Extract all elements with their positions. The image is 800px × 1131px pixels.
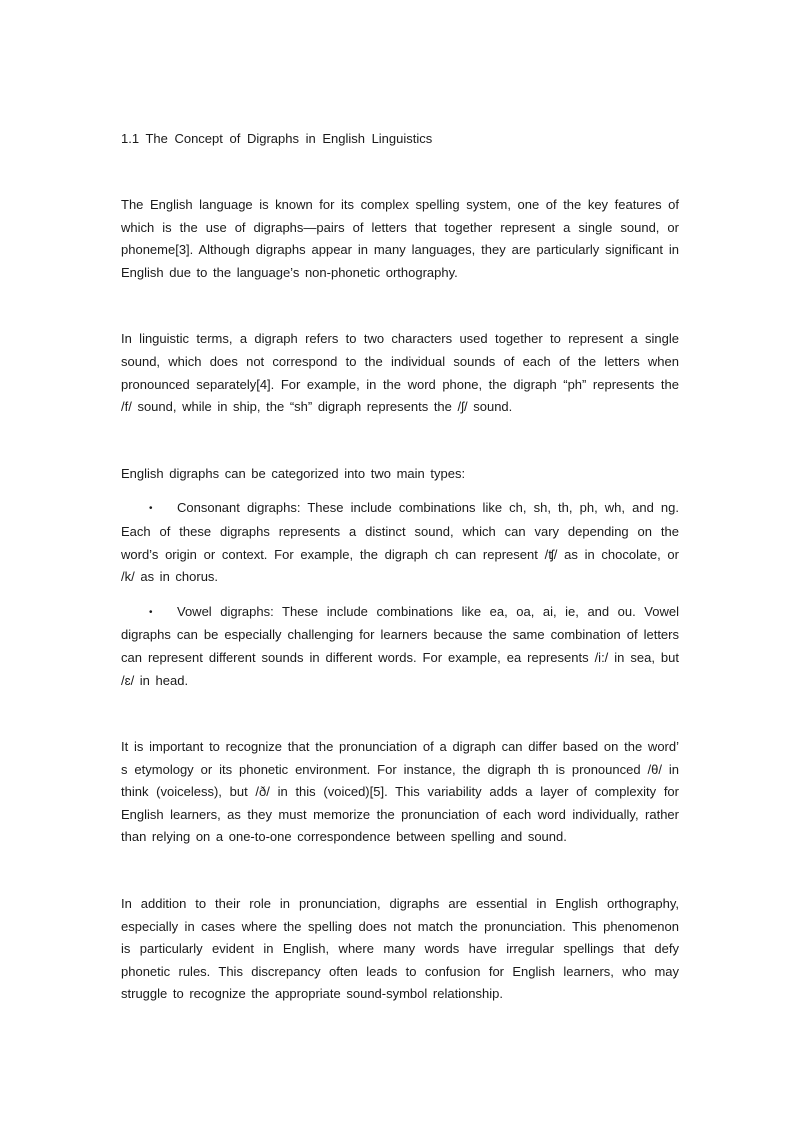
spacer [121, 485, 679, 497]
section-title: 1.1 The Concept of Digraphs in English Linguistics [121, 131, 433, 146]
paragraph-types-intro: English digraphs can be categorized into two main types: [121, 465, 466, 481]
list-item-text: Vowel digraphs: These include combinations like ea, oa, ai, ie, and ou. Vowel digraphs can be especially challenging for learners because the same combination of letters can represent different sounds in different words. For example, ea represents /i:/ in sea, but /ɛ/ in head. [121, 603, 679, 688]
list-item-vowel-digraphs [121, 601, 679, 692]
bullet-icon: • [149, 503, 153, 515]
spacer [121, 692, 679, 736]
list-item-text: Consonant digraphs: These include combinations like ch, sh, th, ph, wh, and ng. Each of these digraphs represents a distinct sound, which can vary depending on the word’s origin or context. For example, the digraph ch can represent /ʧ/ as in chocolate, or /k/ as in chorus. [121, 500, 679, 585]
paragraph-intro: The English language is known for its complex spelling system, one of the key features of which is the use of digraphs—pairs of letters that together represent a single sound, or phoneme[3]. Although digraphs appear in many languages, they are particularly significant in English due to the language’s non-phonetic orthography. [121, 197, 679, 280]
document-page [121, 128, 679, 1006]
bullet-icon: • [149, 606, 153, 618]
paragraph-orthography: In addition to their role in pronunciation, digraphs are essential in English orthography, especially in cases where the spelling does not match the pronunciation. This phenomenon is particularly evident in English, where many words have irregular spellings that defy phonetic rules. This discrepancy often leads to confusion for English learners, who may struggle to recognize the appropriate sound-symbol relationship. [121, 896, 679, 1002]
spacer [121, 849, 679, 893]
paragraph-pronunciation: It is important to recognize that the pronunciation of a digraph can differ based on the word’ s etymology or its phonetic environment. For instance, the digraph th is pronounced /θ/ in think (voiceless), but /ð/ in this (voiced)[5]. This variability adds a layer of complexity for English learners, as they must memorize the pronunciation of each word individually, rather than relying on a one-to-one correspondence between spelling and sound. [121, 739, 679, 845]
paragraph-definition: In linguistic terms, a digraph refers to two characters used together to represent a single sound, which does not correspond to the individual sounds of each of the letters when pronounced separately[4]. For example, in the word phone, the digraph “ph” represents the /f/ sound, while in ship, the “sh” digraph represents the /ʃ/ sound. [121, 331, 679, 415]
list-item-consonant-digraphs [121, 497, 679, 588]
spacer [121, 419, 679, 463]
spacer [121, 589, 679, 601]
spacer [121, 284, 679, 328]
